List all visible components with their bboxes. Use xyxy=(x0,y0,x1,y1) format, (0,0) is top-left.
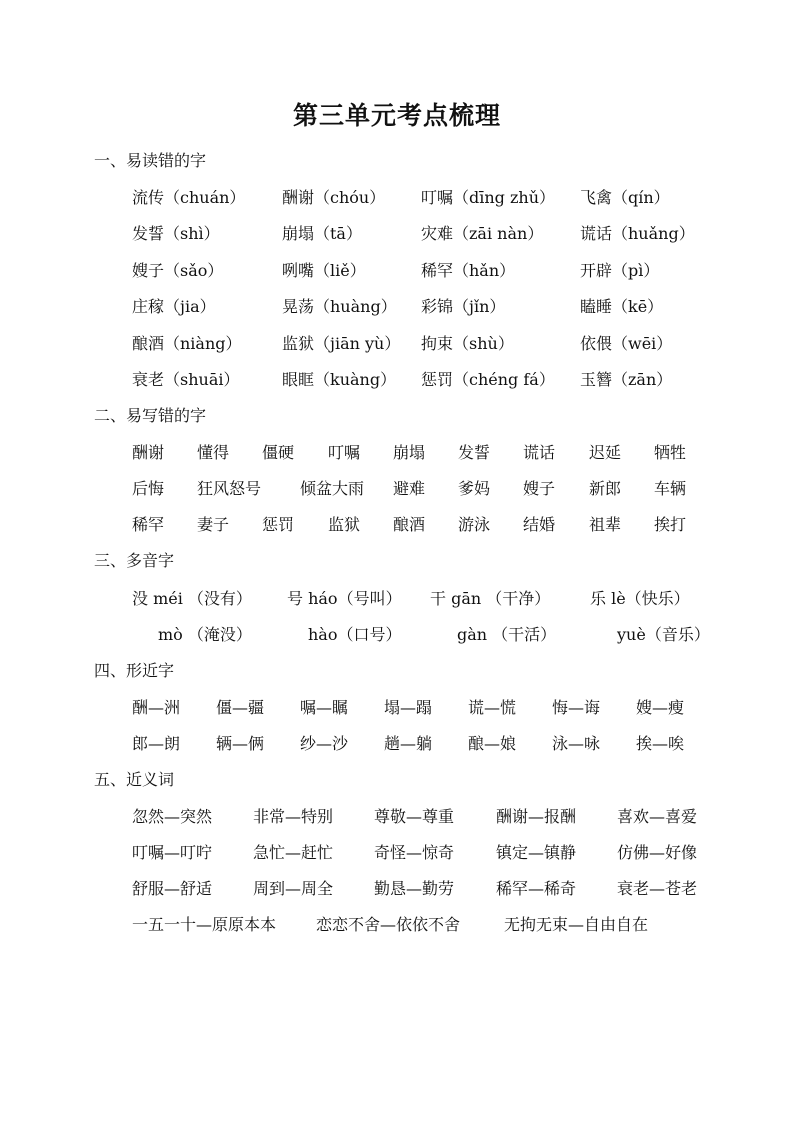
similar-char-item: 谎—慌 xyxy=(468,698,517,717)
similar-char-item: 塌—蹋 xyxy=(384,698,433,717)
reading-item: 谎话（huǎng） xyxy=(580,224,695,243)
reading-item: 监狱（jiān yù） xyxy=(282,334,401,353)
writing-item: 酿酒 xyxy=(393,515,426,534)
synonym-item: 尊敬—尊重 xyxy=(374,807,455,826)
synonym-item: 忽然—突然 xyxy=(132,807,213,826)
reading-item: 晃荡（huàng） xyxy=(282,297,397,316)
writing-item: 后悔 xyxy=(132,479,165,498)
writing-row xyxy=(0,476,794,500)
reading-item: 庄稼（jia） xyxy=(132,297,216,316)
reading-item: 酿酒（niàng） xyxy=(132,334,242,353)
similar-char-item: 悔—诲 xyxy=(552,698,601,717)
reading-item: 灾难（zāi nàn） xyxy=(421,224,544,243)
similar-char-row xyxy=(0,695,794,719)
writing-item: 狂风怒号 xyxy=(197,479,262,498)
page-title: 第三单元考点梳理 xyxy=(292,101,501,130)
synonym-item: 勤恳—勤劳 xyxy=(374,879,455,898)
synonym-item: 舒服—舒适 xyxy=(132,879,213,898)
synonym-item: 镇定—镇静 xyxy=(496,843,577,862)
reading-item: 酬谢（chóu） xyxy=(282,188,386,207)
reading-item: 开辟（pì） xyxy=(580,261,660,280)
synonym-item: 周到—周全 xyxy=(253,879,334,898)
reading-item: 衰老（shuāi） xyxy=(132,370,240,389)
writing-item: 酬谢 xyxy=(132,443,165,462)
similar-char-item: 趟—躺 xyxy=(384,734,433,753)
reading-row xyxy=(0,185,794,209)
reading-item: 咧嘴（liě） xyxy=(282,261,366,280)
section-heading-2: 二、易写错的字 xyxy=(94,406,207,425)
reading-item: 流传（chuán） xyxy=(132,188,246,207)
similar-char-item: 酬—洲 xyxy=(132,698,181,717)
section-heading-1: 一、易读错的字 xyxy=(94,151,207,170)
writing-item: 发誓 xyxy=(458,443,491,462)
writing-item: 妻子 xyxy=(197,515,230,534)
similar-char-item: 辆—俩 xyxy=(216,734,265,753)
similar-char-item: 泳—咏 xyxy=(552,734,601,753)
polyphone-row xyxy=(0,622,794,646)
writing-item: 爹妈 xyxy=(458,479,491,498)
writing-item: 新郎 xyxy=(589,479,622,498)
writing-row xyxy=(0,512,794,536)
synonym-item: 稀罕—稀奇 xyxy=(496,879,577,898)
synonym-item: 衰老—苍老 xyxy=(617,879,698,898)
reading-item: 依偎（wēi） xyxy=(580,334,673,353)
synonym-item: 叮嘱—叮咛 xyxy=(132,843,213,862)
synonym-item: 急忙—赶忙 xyxy=(253,843,334,862)
polyphone-item: hào（口号） xyxy=(308,625,402,644)
polyphone-item: 干 gān （干净） xyxy=(430,589,551,608)
section-heading-4: 四、形近字 xyxy=(94,661,175,680)
reading-item: 发誓（shì） xyxy=(132,224,220,243)
reading-item: 彩锦（jǐn） xyxy=(421,297,506,316)
section-heading-5: 五、近义词 xyxy=(94,770,175,789)
writing-item: 避难 xyxy=(393,479,426,498)
polyphone-item: 没 méi （没有） xyxy=(132,589,252,608)
synonym-item: 恋恋不舍—依依不舍 xyxy=(316,915,461,934)
similar-char-item: 纱—沙 xyxy=(300,734,349,753)
writing-item: 车辆 xyxy=(654,479,687,498)
reading-row xyxy=(0,331,794,355)
synonym-item: 酬谢—报酬 xyxy=(496,807,577,826)
reading-item: 飞禽（qín） xyxy=(580,188,670,207)
writing-item: 僵硬 xyxy=(262,443,295,462)
polyphone-item: mò （淹没） xyxy=(158,625,252,644)
writing-item: 崩塌 xyxy=(393,443,426,462)
writing-item: 叮嘱 xyxy=(328,443,361,462)
polyphone-item: gàn （干活） xyxy=(457,625,557,644)
reading-row xyxy=(0,221,794,245)
writing-item: 挨打 xyxy=(654,515,687,534)
synonym-item: 喜欢—喜爱 xyxy=(617,807,698,826)
writing-row xyxy=(0,440,794,464)
writing-item: 谎话 xyxy=(523,443,556,462)
similar-char-item: 僵—疆 xyxy=(216,698,265,717)
synonym-row xyxy=(0,840,794,864)
similar-char-item: 嫂—瘦 xyxy=(636,698,685,717)
synonym-item: 非常—特别 xyxy=(253,807,334,826)
reading-item: 拘束（shù） xyxy=(421,334,514,353)
writing-item: 牺牲 xyxy=(654,443,687,462)
similar-char-item: 酿—娘 xyxy=(468,734,517,753)
synonym-row xyxy=(0,804,794,828)
writing-item: 懂得 xyxy=(197,443,230,462)
reading-row xyxy=(0,258,794,282)
reading-item: 眼眶（kuàng） xyxy=(282,370,397,389)
writing-item: 迟延 xyxy=(589,443,622,462)
polyphone-item: 乐 lè（快乐） xyxy=(590,589,690,608)
polyphone-row xyxy=(0,586,794,610)
writing-item: 倾盆大雨 xyxy=(300,479,365,498)
polyphone-item: yuè（音乐） xyxy=(617,625,710,644)
reading-item: 瞌睡（kē） xyxy=(580,297,664,316)
similar-char-item: 嘱—瞩 xyxy=(300,698,349,717)
synonym-row xyxy=(0,876,794,900)
section-heading-3: 三、多音字 xyxy=(94,551,175,570)
writing-item: 祖辈 xyxy=(589,515,622,534)
reading-item: 嫂子（sǎo） xyxy=(132,261,224,280)
similar-char-item: 挨—唉 xyxy=(636,734,685,753)
writing-item: 游泳 xyxy=(458,515,491,534)
writing-item: 监狱 xyxy=(328,515,361,534)
reading-row xyxy=(0,294,794,318)
synonym-item: 一五一十—原原本本 xyxy=(132,915,277,934)
writing-item: 惩罚 xyxy=(262,515,295,534)
writing-item: 结婚 xyxy=(523,515,556,534)
similar-char-row xyxy=(0,731,794,755)
synonym-item: 仿佛—好像 xyxy=(617,843,698,862)
reading-row xyxy=(0,367,794,391)
reading-item: 惩罚（chéng fá） xyxy=(421,370,555,389)
writing-item: 嫂子 xyxy=(523,479,556,498)
reading-item: 叮嘱（dīng zhǔ） xyxy=(421,188,556,207)
reading-item: 崩塌（tā） xyxy=(282,224,362,243)
synonym-item: 无拘无束—自由自在 xyxy=(504,915,649,934)
writing-item: 稀罕 xyxy=(132,515,165,534)
reading-item: 玉簪（zān） xyxy=(580,370,673,389)
synonym-item: 奇怪—惊奇 xyxy=(374,843,455,862)
synonym-row xyxy=(0,912,794,936)
reading-item: 稀罕（hǎn） xyxy=(421,261,516,280)
polyphone-item: 号 háo（号叫） xyxy=(287,589,402,608)
similar-char-item: 郎—朗 xyxy=(132,734,181,753)
